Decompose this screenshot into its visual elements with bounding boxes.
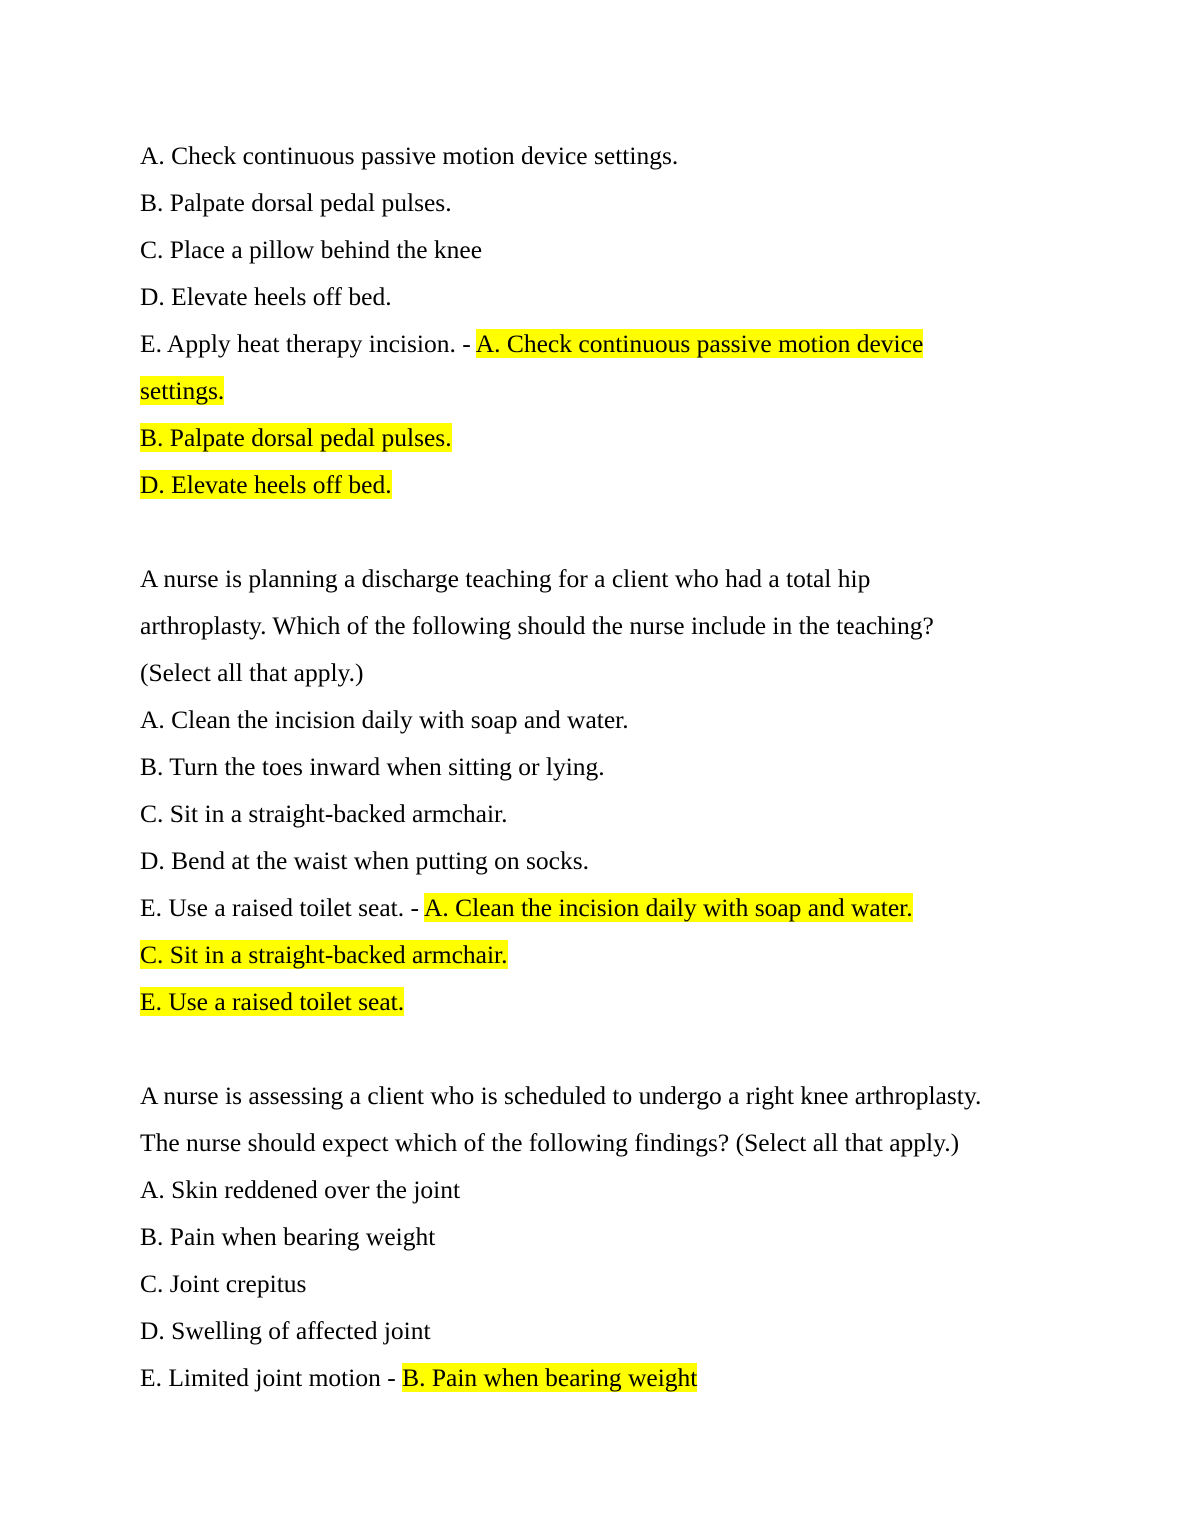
q1-answer-d: D. Elevate heels off bed. xyxy=(140,470,392,499)
q1-option-e: E. Apply heat therapy incision. - xyxy=(140,329,476,358)
q1-option-a: A. Check continuous passive motion device settings. xyxy=(140,141,679,170)
q1-option-b: B. Palpate dorsal pedal pulses. xyxy=(140,188,452,217)
q2-answer-a: A. Clean the incision daily with soap and water. xyxy=(423,893,913,922)
q3-question-line-2: The nurse should expect which of the following findings? (Select all that apply.) xyxy=(140,1128,960,1157)
q3-option-e-line xyxy=(140,1354,1070,1401)
q3-option-b: B. Pain when bearing weight xyxy=(140,1222,436,1251)
q1-answer-a-part1: A. Check continuous passive motion device xyxy=(475,329,924,358)
q2-option-e: E. Use a raised toilet seat. - xyxy=(140,893,424,922)
q1-answer-line-3 xyxy=(140,414,1070,461)
q1-option-e-line xyxy=(140,320,1070,367)
section-spacer xyxy=(140,508,1070,555)
q1-answer-line-4 xyxy=(140,461,1070,508)
q1-answer-b: B. Palpate dorsal pedal pulses. xyxy=(140,423,452,452)
q3-answer-b: B. Pain when bearing weight xyxy=(402,1363,698,1392)
q3-option-d: D. Swelling of affected joint xyxy=(140,1316,431,1345)
q1-answer-a-part2: settings. xyxy=(140,376,225,405)
q2-option-a: A. Clean the incision daily with soap and water. xyxy=(140,705,629,734)
section-spacer xyxy=(140,1025,1070,1072)
q3-option-a: A. Skin reddened over the joint xyxy=(140,1175,461,1204)
q3-question-line-1: A nurse is assessing a client who is scheduled to undergo a right knee arthroplasty. xyxy=(140,1081,982,1110)
q1-option-d: D. Elevate heels off bed. xyxy=(140,282,392,311)
q2-option-d: D. Bend at the waist when putting on socks. xyxy=(140,846,590,875)
q2-option-b: B. Turn the toes inward when sitting or lying. xyxy=(140,752,605,781)
q2-answer-c: C. Sit in a straight-backed armchair. xyxy=(140,940,508,969)
q2-question-line-1: A nurse is planning a discharge teaching for a client who had a total hip xyxy=(140,564,871,593)
q1-option-c: C. Place a pillow behind the knee xyxy=(140,235,483,264)
q2-option-e-line xyxy=(140,884,1070,931)
q1-answer-line-2 xyxy=(140,367,1070,414)
q2-answer-line-3 xyxy=(140,978,1070,1025)
q2-answer-line-2 xyxy=(140,931,1070,978)
q2-option-c: C. Sit in a straight-backed armchair. xyxy=(140,799,508,828)
q3-option-c: C. Joint crepitus xyxy=(140,1269,307,1298)
q3-option-e: E. Limited joint motion - xyxy=(140,1363,403,1392)
q2-answer-e: E. Use a raised toilet seat. xyxy=(140,987,405,1016)
q2-question-line-2: arthroplasty. Which of the following should the nurse include in the teaching? xyxy=(140,611,934,640)
document-body xyxy=(140,132,1070,1401)
q2-question-line-3: (Select all that apply.) xyxy=(140,658,364,687)
